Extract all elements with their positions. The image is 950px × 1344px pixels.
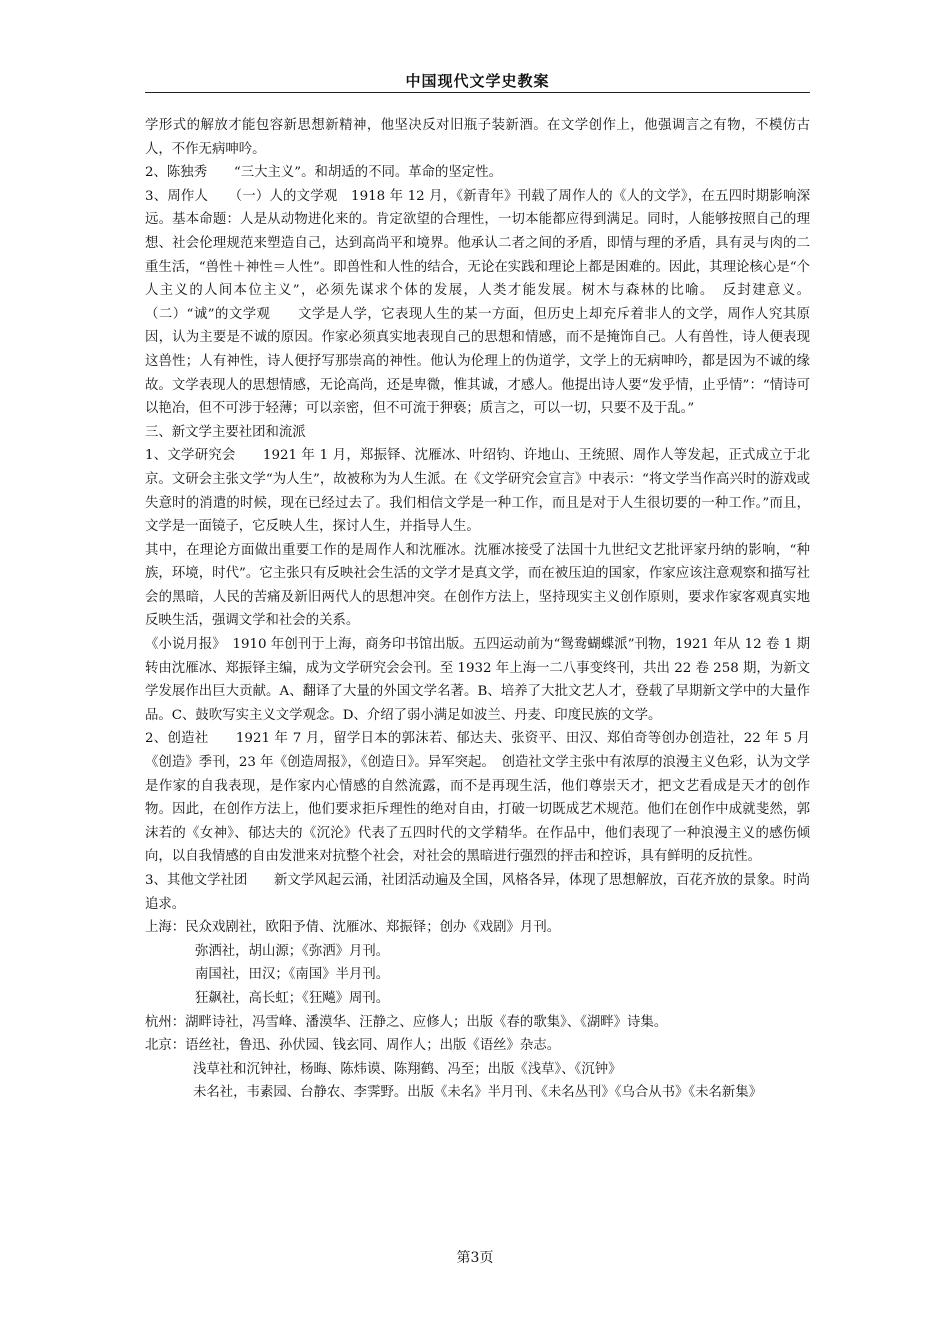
society-hangzhou: 杭州：湖畔诗社，冯雪峰、潘漠华、汪静之、应修人；出版《春的歌集》、《湖畔》诗集。 — [145, 1014, 668, 1030]
paragraph-intro: 学形式的解放才能包容新思想新精神，他坚决反对旧瓶子装新酒。在文学创作上，他强调言之有物，不模仿古人，不作无病呻吟。 — [145, 118, 810, 157]
paragraph-chuangzaoshe: 2、创造社 1921 年 7 月，留学日本的郭沫若、郁达夫、张资平、田汉、郑伯奇等创办创造社，22 年 5 月《创造》季刊，23 年《创造周报》，《创造日》。异军突起。 创造社文学主张中有浓厚的浪漫主义色彩，认为文学是作家的自我表现，是作家内心情感的自然流露，而不是再现生活，他们尊崇天才，把文艺看成是天才的创作物。因此，在创作方法上，他们要求拒斥理性的绝对自由，打破一切既成艺术规范。他们在创作中成就斐然，郭沫若的《女神》、郁达夫的《沉沦》代表了五四时代的文学精华。在作品中，他们表现了一种浪漫主义的感伤倾向，以自我情感的自由发泄来对抗整个社会，对社会的黑暗进行强烈的抨击和控诉，具有鲜明的反抗性。 — [145, 731, 810, 865]
society-shanghai: 上海：民众戏剧社，欧阳予倩、沈雁冰、郑振铎；创办《戏剧》月刊。 — [145, 920, 561, 936]
paragraph-xiaoshuo-yuebao: 《小说月报》 1910 年创刊于上海，商务印书馆出版。五四运动前为“鸳鸯蝴蝶派”刊物，1921 年从 12 卷 1 期转由沈雁冰、郑振铎主编，成为文学研究会会刊。至 1932 年上海一二八事变终刊，共出 22 卷 258 期，为新文学发展作出巨大贡献。A、翻译了大量的外国文学名著。B、培养了大批文艺人才，登载了早期新文学中的大量作品。C、鼓吹写实主义文学观念。D、介绍了弱小满足如波兰、丹麦、印度民族的文学。 — [145, 637, 810, 723]
society-kuangpiao: 狂飙社，高长虹；《狂飚》周刊。 — [195, 990, 390, 1006]
society-beijing: 北京：语丝社，鲁迅、孙伏园、钱玄同、周作人；出版《语丝》杂志。 — [145, 1038, 561, 1054]
paragraph-other-societies: 3、其他文学社团 新文学风起云涌，社团活动遍及全国，风格各异，体现了思想解放，百花齐放的景象。时尚追求。 — [145, 873, 810, 912]
society-weiming: 未名社，韦素园、台静农、李霁野。出版《未名》半月刊、《未名丛刊》《乌合从书》《未名新集》 — [193, 1085, 763, 1101]
paragraph-wenxue-yanjiuhui: 1、文学研究会 1921 年 1 月，郑振铎、沈雁冰、叶绍钧、许地山、王统照、周作人等发起，正式成立于北京。文研会主张文学“为人生”，故被称为为人生派。在《文学研究会宣言》中表示：“将文学当作高兴时的游戏或失意时的消遣的时候，现在已经过去了。我们相信文学是一种工作，而且是对于人生很切要的一种工作。”而且，文学是一面镜子，它反映人生，探讨人生，并指导人生。 — [145, 448, 810, 535]
paragraph-chen-duxiu: 2、陈独秀 “三大主义”。和胡适的不同。革命的坚定性。 — [145, 165, 502, 181]
document-body — [145, 114, 810, 1105]
society-nanguo: 南国社，田汉；《南国》半月刊。 — [195, 967, 390, 983]
paragraph-shen-yanbing: 其中，在理论方面做出重要工作的是周作人和沈雁冰。沈雁冰接受了法国十九世纪文艺批评家丹纳的影响，“种族，环境，时代”。它主张只有反映社会生活的文学才是真文学，而在被压迫的国家，作家应该注意观察和描写社会的黑暗，人民的苦痛及新旧两代人的思想冲突。在创作方法上，坚持现实主义创作原则，要求作家客观真实地反映生活，强调文学和社会的关系。 — [145, 542, 810, 629]
header-title: 中国现代文学史教案 — [405, 72, 550, 90]
society-misa: 弥洒社，胡山源；《弥洒》月刊。 — [195, 943, 390, 959]
society-qiancao: 浅草社和沉钟社，杨晦、陈炜谟、陈翔鹤、冯至；出版《浅草》、《沉钟》 — [193, 1061, 622, 1077]
section-heading-societies: 三、新文学主要社团和流派 — [145, 424, 306, 440]
paragraph-zhou-zuoren: 3、周作人 （一）人的文学观 1918 年 12 月，《新青年》刊载了周作人的《人的文学》，在五四时期影响深远。基本命题：人是从动物进化来的。肯定欲望的合理性，一切本能都应得到满足。同时，人能够按照自己的理想、社会伦理规范来塑造自己，达到高尚平和境界。他承认二者之间的矛盾，即情与理的矛盾，具有灵与肉的二重生活，“兽性＋神性＝人性”。即兽性和人性的结合，无论在实践和理论上都是困难的。因此，其理论核心是“个人主义的人间本位主义”，必须先谋求个体的发展，人类才能发展。树木与森林的比喻。 反封建意义。（二）“诚”的文学观 文学是人学，它表现人生的某一方面，但历史上却充斥着非人的文学，周作人究其原因，认为主要是不诚的原因。作家必须真实地表现自己的思想和情感，而不是掩饰自己。人有兽性，诗人便表现这兽性；人有神性，诗人便抒写那崇高的神性。他认为伦理上的伪道学，文学上的无病呻吟，都是因为不诚的缘故。文学表现人的思想情感，无论高尚，还是卑微，惟其诚，才感人。他提出诗人要“发乎情，止乎情”：“情诗可以艳冶，但不可涉于轻薄；可以亲密，但不可流于狎亵；质言之，可以一切，只要不及于乱。” — [145, 188, 810, 417]
header-rule — [145, 92, 810, 93]
page-number: 第3页 — [456, 1250, 494, 1266]
